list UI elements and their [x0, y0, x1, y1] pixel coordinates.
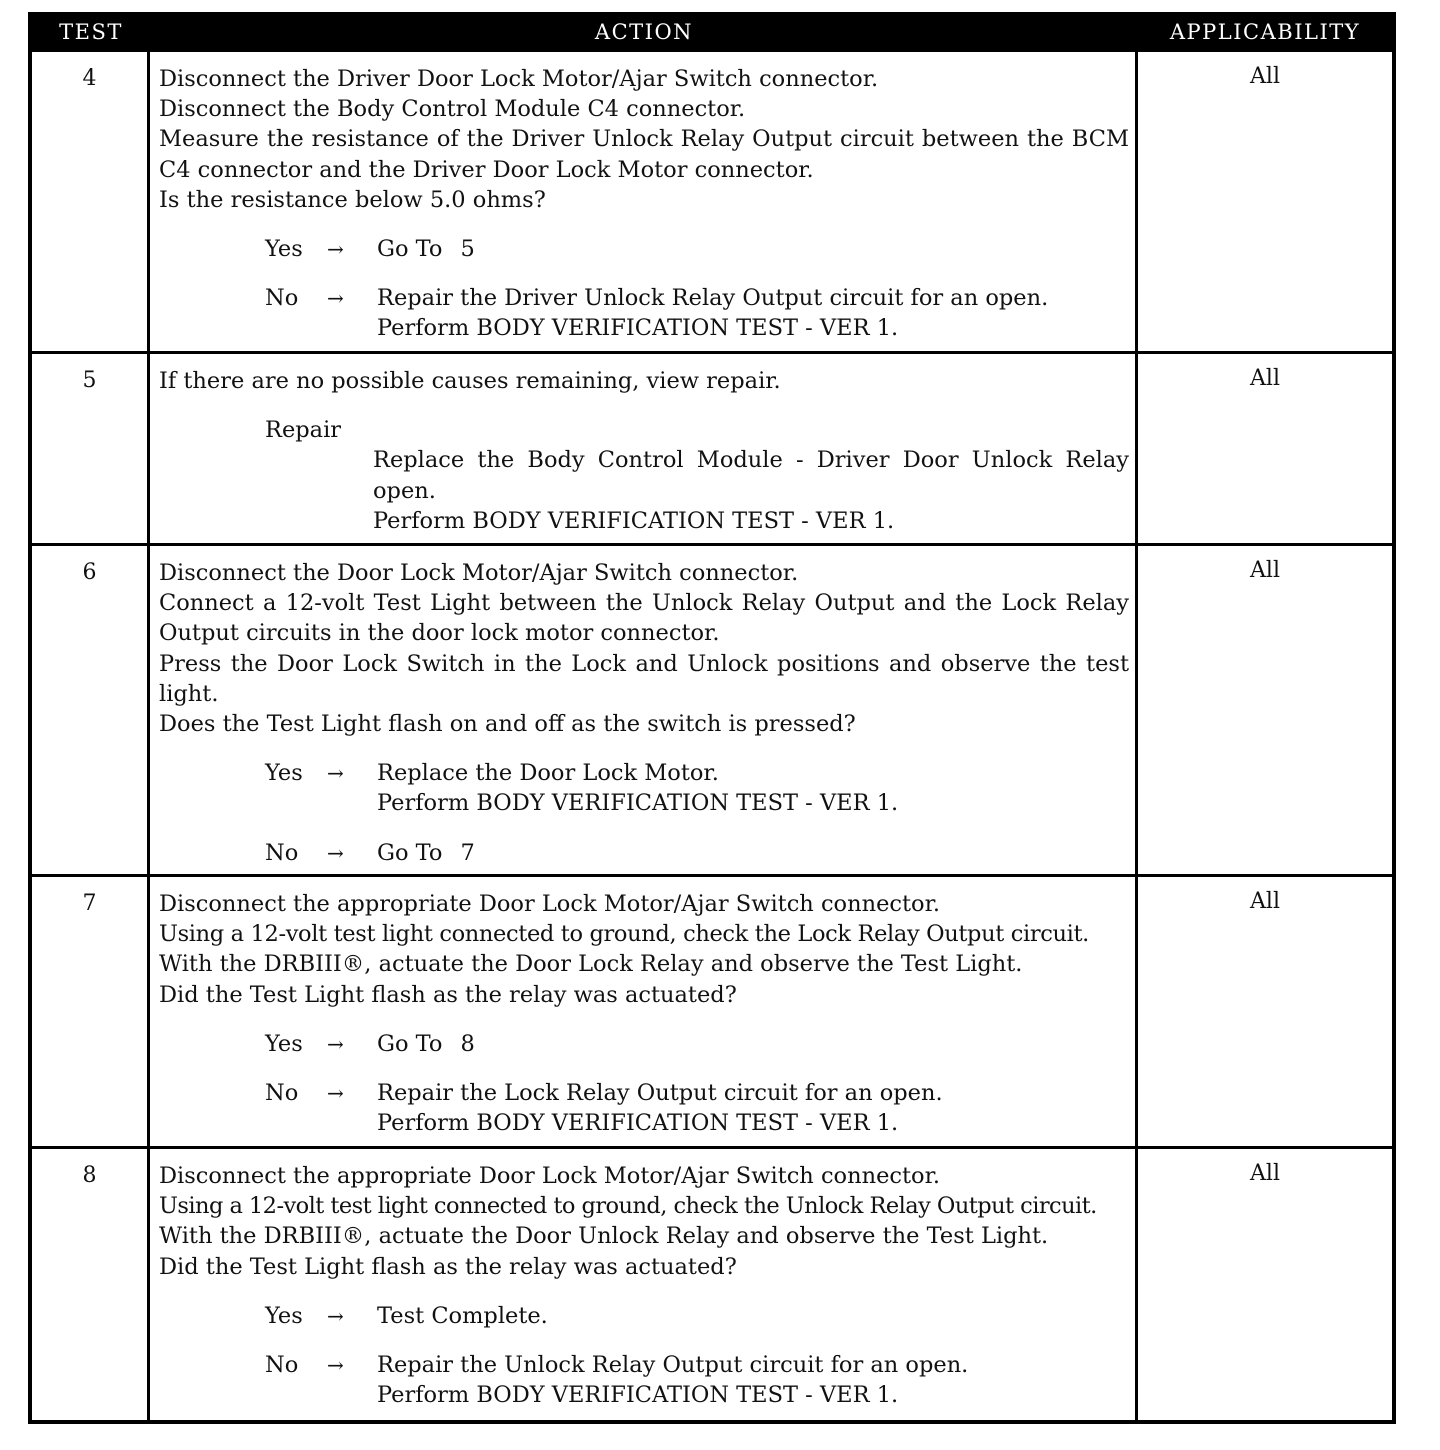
- arrow-right-icon: →: [327, 840, 344, 865]
- arrow-right-icon: →: [327, 1303, 344, 1328]
- no-label: No: [265, 1352, 299, 1379]
- action-line: Did the Test Light flash as the relay was actuated?: [159, 981, 737, 1008]
- no-label: No: [265, 1080, 299, 1107]
- arrow-right-icon: →: [327, 286, 344, 311]
- applicability-cell: All: [1250, 558, 1280, 583]
- no-label: No: [265, 839, 299, 866]
- applicability-cell: All: [1250, 366, 1280, 391]
- no-text: [377, 1078, 1129, 1138]
- table-row-test-7: [32, 877, 1392, 1149]
- table-row-test-6: [32, 546, 1392, 877]
- test-number: 5: [32, 354, 150, 546]
- header-applicability: APPLICABILITY: [1169, 20, 1361, 44]
- goto-ref: [377, 1029, 1129, 1059]
- table-header: [32, 12, 1392, 52]
- action-line: If there are no possible causes remaining, view repair.: [159, 368, 781, 394]
- arrow-right-icon: →: [327, 1081, 344, 1106]
- yes-response: [265, 758, 1129, 818]
- action-cell: [150, 877, 1138, 1148]
- applicability-cell: All: [1250, 64, 1280, 89]
- yes-label: Yes: [265, 236, 303, 263]
- goto-number: 8: [460, 1030, 475, 1057]
- response-line: Replace the Door Lock Motor.: [377, 760, 719, 787]
- yes-label: Yes: [265, 1030, 303, 1057]
- response-line: Replace the Body Control Module - Driver Door Unlock Relay open.: [373, 447, 1129, 504]
- no-response: [265, 1350, 1129, 1410]
- table-row-test-4: [32, 52, 1392, 354]
- no-text: [377, 283, 1129, 343]
- arrow-right-icon: →: [327, 1031, 344, 1056]
- action-line: Disconnect the appropriate Door Lock Motor/Ajar Switch connector.: [159, 1163, 941, 1189]
- test-number: 6: [32, 546, 150, 878]
- goto-label: Go To: [377, 236, 443, 263]
- action-line: Disconnect the Door Lock Motor/Ajar Switch connector.: [159, 560, 799, 586]
- action-line: Does the Test Light flash on and off as the switch is pressed?: [159, 711, 856, 738]
- repair-response: [265, 415, 1129, 536]
- response-line: Perform BODY VERIFICATION TEST - VER 1.: [373, 507, 895, 534]
- action-line: With the DRBIII®, actuate the Door Unlock Relay and observe the Test Light.: [159, 1223, 1049, 1250]
- yes-text: [377, 758, 1129, 818]
- action-line: Measure the resistance of the Driver Unlock Relay Output circuit between the BCM C4 connector and the Driver Door Lock Motor connector.: [159, 126, 1129, 183]
- applicability-cell: All: [1250, 889, 1280, 914]
- goto-label: Go To: [377, 1030, 443, 1057]
- response-line: Perform BODY VERIFICATION TEST - VER 1.: [377, 1382, 899, 1409]
- action-line: Connect a 12-volt Test Light between the Unlock Relay Output and the Lock Relay Output circuits in the door lock motor connector.: [159, 590, 1129, 647]
- goto-label: Go To: [377, 839, 443, 866]
- response-line: Perform BODY VERIFICATION TEST - VER 1.: [377, 790, 899, 817]
- arrow-right-icon: →: [327, 1353, 344, 1378]
- table-row-test-8: [32, 1149, 1392, 1420]
- action-cell: [150, 1149, 1138, 1420]
- goto-number: 5: [460, 236, 475, 263]
- goto-number: 7: [460, 839, 475, 866]
- repair-text: [373, 445, 1129, 536]
- action-line: Using a 12-volt test light connected to ground, check the Lock Relay Output circuit.: [159, 921, 1089, 948]
- test-number: 8: [32, 1149, 150, 1420]
- test-number: 4: [32, 52, 150, 354]
- no-response: [265, 1078, 1129, 1138]
- action-line: Disconnect the Body Control Module C4 connector.: [159, 96, 746, 123]
- arrow-right-icon: →: [327, 761, 344, 786]
- no-response: [265, 283, 1129, 343]
- action-line: Using a 12-volt test light connected to ground, check the Unlock Relay Output circuit.: [159, 1193, 1097, 1220]
- yes-response: [265, 1029, 1129, 1059]
- action-line: Disconnect the appropriate Door Lock Motor/Ajar Switch connector.: [159, 891, 941, 917]
- action-line: Did the Test Light flash as the relay was actuated?: [159, 1253, 737, 1280]
- repair-label: Repair: [265, 417, 342, 444]
- action-line: Disconnect the Driver Door Lock Motor/Ajar Switch connector.: [159, 66, 879, 92]
- no-label: No: [265, 285, 299, 312]
- action-cell: [150, 546, 1138, 878]
- response-line: Perform BODY VERIFICATION TEST - VER 1.: [377, 315, 899, 342]
- goto-ref: [377, 234, 1129, 264]
- action-line: Press the Door Lock Switch in the Lock and Unlock positions and observe the test light.: [159, 650, 1129, 707]
- applicability-cell: All: [1250, 1161, 1280, 1186]
- action-cell: [150, 354, 1138, 546]
- table-row-test-5: [32, 354, 1392, 546]
- test-number: 7: [32, 877, 150, 1148]
- yes-label: Yes: [265, 1302, 303, 1329]
- header-test: TEST: [59, 20, 123, 44]
- action-line: With the DRBIII®, actuate the Door Lock Relay and observe the Test Light.: [159, 951, 1023, 978]
- no-response: [265, 838, 1129, 868]
- goto-ref: [377, 838, 1129, 868]
- response-line: Test Complete.: [377, 1302, 548, 1329]
- yes-response: [265, 234, 1129, 264]
- response-line: Repair the Lock Relay Output circuit for an open.: [377, 1080, 943, 1107]
- header-action: ACTION: [594, 20, 694, 44]
- yes-text: [377, 1301, 1129, 1331]
- action-cell: [150, 52, 1138, 354]
- response-line: Repair the Driver Unlock Relay Output circuit for an open.: [377, 285, 1049, 312]
- diagnostic-table: [28, 12, 1396, 1424]
- response-line: Repair the Unlock Relay Output circuit for an open.: [377, 1352, 969, 1379]
- yes-response: [265, 1301, 1129, 1331]
- yes-label: Yes: [265, 760, 303, 787]
- no-text: [377, 1350, 1129, 1410]
- action-line: Is the resistance below 5.0 ohms?: [159, 186, 546, 213]
- response-line: Perform BODY VERIFICATION TEST - VER 1.: [377, 1110, 899, 1137]
- arrow-right-icon: →: [327, 237, 344, 262]
